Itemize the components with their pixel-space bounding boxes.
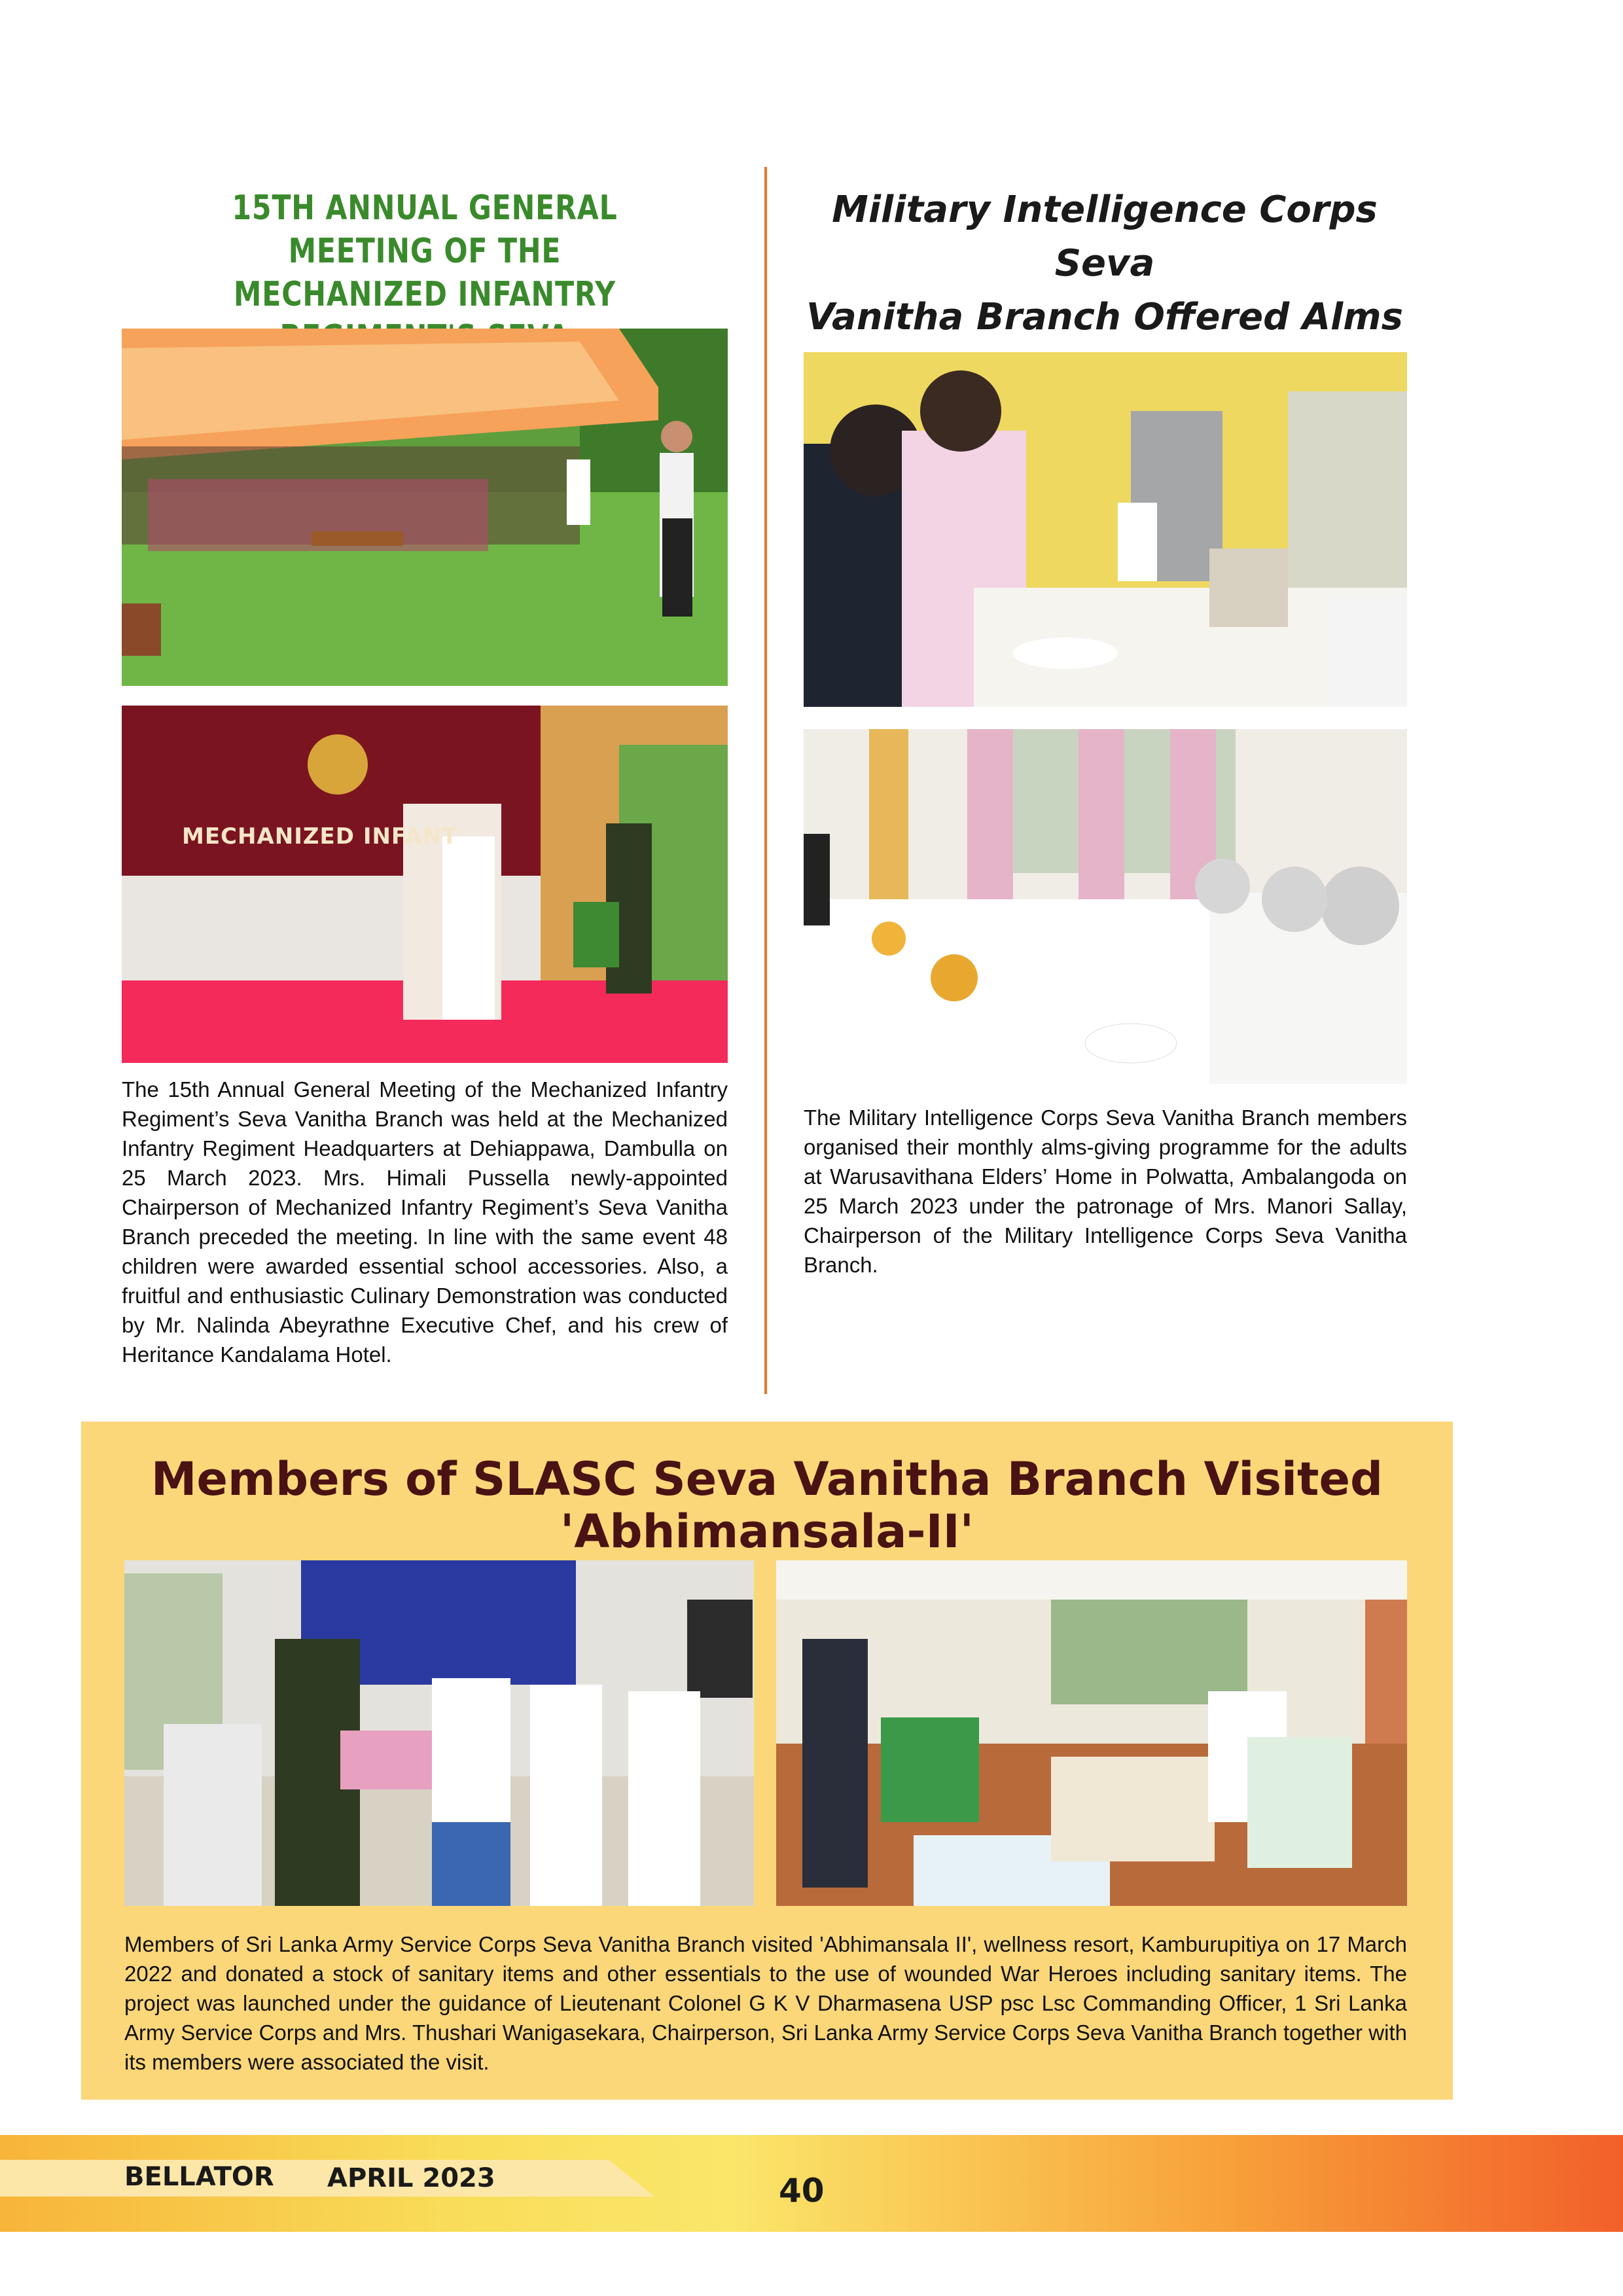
article1-title-line1: 15TH ANNUAL GENERAL MEETING OF THE (232, 188, 618, 271)
article2-body: The Military Intelligence Corps Seva Vanitha Branch members organised their monthly alms-giving programme for the adults at Warusavithana Elders’ Home in Polwatta, Ambalangoda on 25 March 2023 under the patronage of Mrs. Manori Sallay, Chairperson of the Military Intelligence Corps Seva Vanitha Branch. (804, 1105, 1407, 1277)
article3-title (81, 1453, 1453, 1558)
article3-body: Members of Sri Lanka Army Service Corps Seva Vanitha Branch visited 'Abhimansala II', wellness resort, Kamburupitiya on 17 March 2022 and donated a stock of sanitary items and other essentials to the use of wounded War Heroes including sanitary items. The project was launched under the guidance of Lieutenant Colonel G K V Dharmasena USP psc Lsc Commanding Officer, 1 Sri Lanka Army Service Corps and Mrs. Thushari Wanigasekara, Chairperson, Sri Lanka Army Service Corps Seva Vanitha Branch together with its members were associated the visit. (124, 1932, 1407, 2074)
column-divider (764, 167, 767, 1394)
article1-body: The 15th Annual General Meeting of the Mechanized Infantry Regiment’s Seva Vanitha Branch was held at the Mechanized Infantry Regiment Headquarters at Dehiappawa, Dambulla on 25 March 2023. Mrs. Himali Pussella newly-appointed Chairperson of Mechanized Infantry Regiment’s Seva Vanitha Branch preceded the meeting. In line with the same event 48 children were awarded essential school accessories. Also, a fruitful and enthusiastic Culinary Demonstration was conducted by Mr. Nalinda Abeyrathne Executive Chef, and his crew of Heritance Kandalama Hotel. (122, 1077, 728, 1367)
article2-title-line2: Vanitha Branch Offered Alms (806, 296, 1403, 338)
photo-tent-meeting (122, 329, 728, 686)
page-number: 40 (779, 2172, 825, 2210)
article3-title-line1: Members of SLASC Seva Vanitha Branch Visited (151, 1452, 1383, 1506)
photo-award-ceremony (122, 706, 728, 1063)
article1-title-line2: MECHANIZED INFANTRY (234, 275, 616, 314)
article3-title-line2: 'Abhimansala-II' (560, 1505, 974, 1558)
banner-text: MECHANIZED INFANT (182, 823, 458, 850)
article2-title-line1: Military Intelligence Corps Seva (832, 188, 1378, 285)
photo-donation-handover (124, 1560, 754, 1906)
photo-alms-serving (804, 352, 1407, 707)
footer-magazine-name: BELLATOR (124, 2162, 274, 2192)
photo-elders-table (804, 729, 1407, 1084)
footer-issue-date: APRIL 2023 (327, 2163, 495, 2193)
photo-dining-visit (776, 1560, 1407, 1906)
